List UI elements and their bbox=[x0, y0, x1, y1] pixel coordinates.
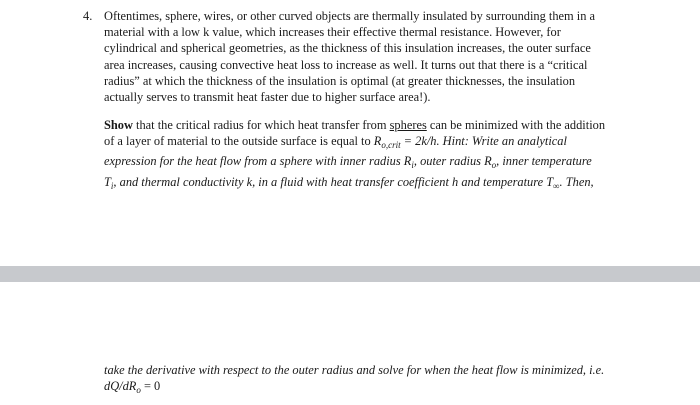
ri-subscript: i bbox=[411, 160, 414, 171]
ro-symbol: R bbox=[484, 154, 492, 169]
tinf-subscript: ∞ bbox=[553, 180, 560, 191]
task-line-3 bbox=[104, 153, 624, 173]
r-crit-subscript: o,crit bbox=[381, 140, 401, 151]
task-line-2 bbox=[104, 133, 624, 153]
hint-label: Hint: bbox=[442, 134, 469, 149]
intro-line: area increases, causing convective heat loss to increase as well. It turns out that there is a “critical bbox=[104, 57, 588, 72]
ti-symbol: T bbox=[104, 174, 111, 189]
task-paragraph bbox=[104, 117, 624, 194]
task-line-1 bbox=[104, 117, 624, 133]
intro-line: radius” at which the thickness of the insulation is optimal (at greater thicknesses, the insulation bbox=[104, 73, 576, 88]
intro-paragraph bbox=[104, 8, 624, 105]
continuation-line-2 bbox=[104, 378, 624, 398]
task-text: can be minimized with the addition bbox=[426, 118, 606, 132]
ti-subscript: i bbox=[110, 180, 114, 191]
derivative-subscript: o bbox=[136, 385, 141, 396]
continuation-paragraph bbox=[104, 362, 624, 398]
hint-text: , and thermal conductivity k, in a fluid with heat transfer coefficient h and temperature bbox=[113, 174, 547, 189]
formula-rest: = 2k/h. bbox=[400, 134, 443, 149]
intro-line: Oftentimes, sphere, wires, or other curved objects are thermally insulated by surrounding them in a bbox=[104, 9, 596, 23]
hint-text: . Then, bbox=[559, 174, 594, 189]
derivative-expr: dQ/dR bbox=[104, 379, 137, 394]
show-keyword: Show bbox=[104, 118, 133, 132]
hint-text: , outer radius bbox=[413, 154, 485, 169]
task-text: that the critical radius for which heat transfer from bbox=[132, 118, 390, 132]
intro-line: cylindrical and spherical geometries, as the thickness of this insulation increases, the outer surface bbox=[104, 41, 591, 56]
tinf-symbol: T bbox=[546, 174, 554, 189]
ro-subscript: o bbox=[491, 160, 497, 171]
page-separator-band bbox=[0, 266, 700, 282]
ri-symbol: R bbox=[403, 154, 412, 169]
intro-line: material with a low k value, which increases their effective thermal resistance. However, for bbox=[104, 25, 561, 40]
task-line-4 bbox=[104, 174, 624, 194]
derivative-equals: = 0 bbox=[140, 379, 161, 394]
problem-number: 4. bbox=[83, 9, 93, 23]
intro-line: actually serves to transmit heat faster due to higher surface area!). bbox=[104, 90, 431, 105]
r-crit-symbol: R bbox=[373, 134, 382, 149]
hint-text: , inner temperature bbox=[496, 154, 592, 169]
continuation-line-1: take the derivative with respect to the outer radius and solve for when the heat flow is minimized, i.e. bbox=[104, 363, 605, 377]
spheres-underlined: spheres bbox=[389, 118, 427, 132]
hint-text: expression for the heat flow from a sphere with inner radius bbox=[104, 154, 404, 169]
hint-text: Write an analytical bbox=[468, 134, 567, 149]
task-text: of a layer of material to the outside surface is equal to bbox=[104, 134, 374, 149]
